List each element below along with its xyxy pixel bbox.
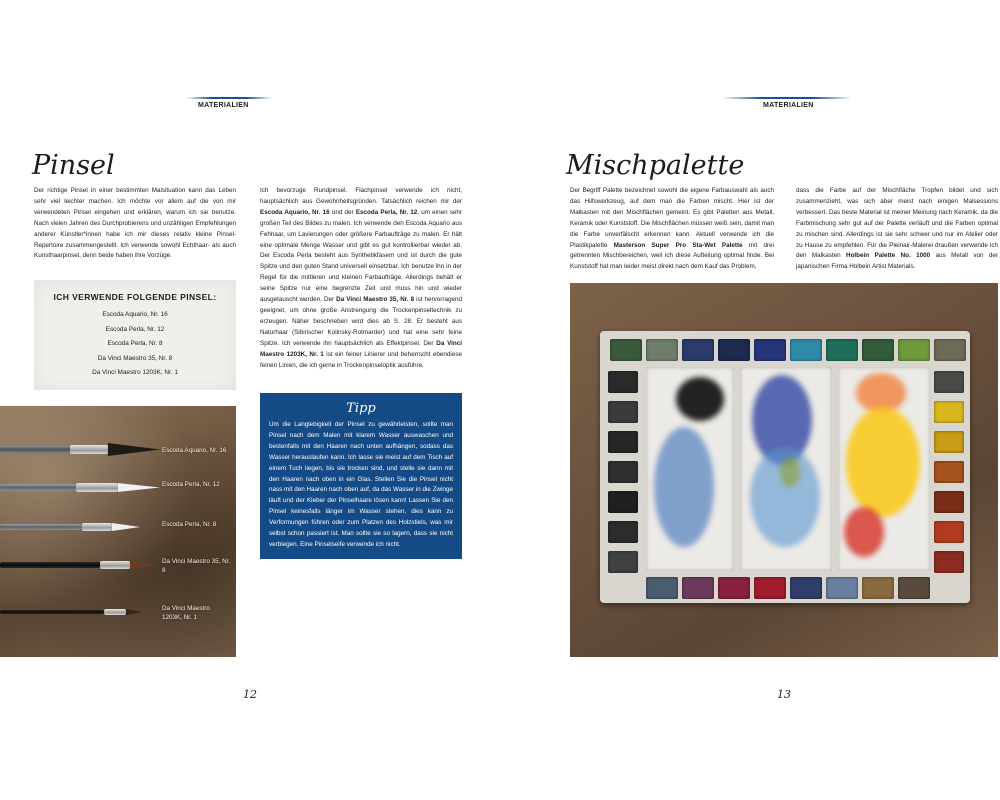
brush-label: Da Vinci Maestro 35, Nr. 8	[162, 558, 231, 574]
brush-name: Escoda Aquario, Nr. 16	[260, 208, 330, 216]
brush-list-title: ICH VERWENDE FOLGENDE PINSEL:	[53, 292, 217, 302]
paint-well	[898, 577, 930, 599]
paint-well	[718, 577, 750, 599]
list-item: Da Vinci Maestro 1203K, Nr. 1	[92, 369, 178, 376]
brush-name: Escoda Perla, Nr. 12	[355, 208, 418, 216]
brush-ferrule	[82, 523, 112, 531]
brush-ferrule	[76, 483, 118, 492]
brush-tip	[108, 443, 160, 456]
paint-well	[862, 577, 894, 599]
paint-well	[934, 521, 964, 543]
page-title: Pinsel	[32, 150, 115, 181]
paint-well	[790, 577, 822, 599]
text-run: und der	[329, 208, 356, 216]
brush-ferrule	[100, 561, 130, 569]
paint-well	[608, 431, 638, 453]
paint-well	[608, 461, 638, 483]
mixing-area	[740, 367, 832, 571]
list-item: Escoda Perla, Nr. 8	[107, 340, 163, 347]
text-run: dass die Farbe auf der Mischfläche Tropfen bildet und sich zusammenzieht, was sich aber meist nach einigen Malsessions verbessert. Das beste Material ist meiner Meinung nach Keramik, da die Farbmischung sehr gut auf der Palette verläuft und die Farben optimal zu mischen sind. Allerdings ist sie sehr schwer und nur im Atelier oder zu Hause zu empfehlen. Für die Pleinair-Malerei draußen verwende ich den Malkasten	[796, 187, 998, 260]
palette-paragraph	[570, 186, 774, 273]
brush-tip	[112, 523, 140, 531]
paint-well	[608, 551, 638, 573]
paint-blob	[676, 377, 724, 421]
page-number: 13	[777, 688, 791, 701]
paint-well	[934, 551, 964, 573]
brush-handle	[0, 524, 82, 530]
tip-box	[260, 393, 462, 559]
brush-handle	[0, 484, 76, 491]
paint-well	[754, 577, 786, 599]
brush-label: Escoda Perla, Nr. 8	[162, 521, 217, 528]
header-rule	[186, 97, 272, 99]
paint-well	[608, 371, 638, 393]
brush-list-box	[34, 280, 236, 390]
paint-well	[862, 339, 894, 361]
brush-label: Escoda Aquario, Nr. 16	[162, 447, 227, 454]
brush-description	[260, 186, 462, 371]
paint-well	[608, 521, 638, 543]
page-title: Mischpalette	[566, 150, 745, 181]
paint-blob	[780, 457, 800, 487]
paint-well	[646, 339, 678, 361]
brush-name: Da Vinci Maestro 1203K, Nr. 1	[260, 339, 462, 358]
paint-well	[934, 431, 964, 453]
paint-well	[718, 339, 750, 361]
palette-tray	[600, 331, 970, 603]
brush-ferrule	[104, 609, 126, 615]
paint-well	[608, 491, 638, 513]
product-name: Masterson Super Pro Sta-Wet Palette	[613, 241, 743, 249]
list-item: Escoda Aquario, Nr. 16	[102, 311, 168, 318]
brush-handle	[0, 562, 100, 568]
brush-tip	[130, 561, 156, 569]
brush-handle	[0, 446, 70, 453]
section-header: MATERIALIEN	[198, 102, 249, 109]
brush-tip	[126, 609, 142, 615]
product-name: Holbein Palette No. 1000	[846, 252, 931, 260]
paint-well	[754, 339, 786, 361]
paint-well	[826, 577, 858, 599]
paint-well	[934, 461, 964, 483]
text-run: mit drei getrennten Mischbereichen, weil ich diese Aufteilung optimal finde. Bei Kunststoff hat man leider meist direkt nach dem Kauf das Problem,	[570, 241, 774, 271]
paint-well	[608, 401, 638, 423]
text-run: , um einen sehr großen Teil des Bildes zu malen. Ich verwende den Escoda Aquario aus Fehhaar, um Lavierungen oder größere Farbaufträge zu malen. Er hält eine optimale Menge Wasser und gibt es gut kontrollierbar wieder ab. Der Escoda Perla besteht aus Synthetikfasern und ist durch die gute Spitze und den guten Stand universell einsetzbar. Ich benutze ihn in der Regel für die mittleren und kleinen Farbaufträge. Allerdings behält er seine Spitze nur eine begrenzte Zeit und muss hin und wieder ausgetauscht werden. Der	[260, 208, 463, 304]
intro-paragraph: Der richtige Pinsel in einer bestimmten Malsituation kann das Leben sehr viel leichter machen. Ich möchte vor allem auf die von mir verwendeten Pinsel eingehen und erklären, warum ich sie benutze. Nach vielen Jahren des Durchprobierens und unzähligen Empfehlungen anderer Künstler*innen habe ich mir dieses relativ kleine Pinsel-Repertoire zusammengestellt. Ich verwende sowohl Echthaar- als auch Kunsthaarpinsel, denn beide haben ihre Vorzüge.	[34, 187, 236, 260]
brush-ferrule	[70, 445, 108, 454]
page-number: 12	[243, 688, 257, 701]
brush-name: Da Vinci Maestro 35, Nr. 8	[336, 296, 415, 304]
brush-list	[34, 308, 236, 381]
paint-well	[934, 339, 966, 361]
paint-well	[898, 339, 930, 361]
brush-label: Escoda Perla, Nr. 12	[162, 481, 220, 488]
text-run: ist hervorragend geeignet, um ohne große Anstrengung die Trockenpinseltechnik zu erzeugen. Näher beschrieben wird dies ab S. 28. Er besteht aus Naturhaar (Sibirischer Kolinsky-Rotmarder) und hat eine sehr feine Spitze. Ich verwende ihn hauptsächlich als Effektpinsel. Der	[260, 296, 462, 347]
paint-well	[646, 577, 678, 599]
text-run: aus Metall von der japanischen Firma Holbein Artist Materials.	[796, 252, 998, 271]
paint-well	[934, 401, 964, 423]
brushes-photo	[0, 406, 236, 657]
paint-blob	[844, 507, 884, 557]
palette-photo	[570, 283, 998, 657]
mixing-area	[646, 367, 734, 571]
tip-text: Um die Langlebigkeit der Pinsel zu gewährleisten, sollte man Pinsel nach dem Malen mit klarem Wasser auswaschen und bestenfalls mit den Haaren nach unten aufhängen, sodass das Wasser herauslaufen kann. Ich lasse sie meist auf dem Tisch auf einem Tuch liegen, bis sie trocken sind, und stelle sie dann mit den Haaren nach oben in ein Glas. Stellen Sie die Pinsel nicht nass mit den Haaren nach oben auf, da das Wasser in die Zwinge läuft und der Kleber der Pinselhaare lösen kann! Lassen Sie den Pinsel keinesfalls länger im Wasser stehen, dies kann zu Verformungen führen oder zum Platzen des Holzstiels, was mir selbst schon passiert ist. Man sollte sie so lagern, dass sie nicht verbiegen. Eine Pinselseife verwende ich nicht.	[269, 421, 453, 548]
paint-well	[934, 371, 964, 393]
list-item: Da Vinci Maestro 35, Nr. 8	[97, 354, 173, 362]
paint-blob	[846, 407, 920, 517]
text-run: ist ein feiner Linierer und beherrscht ebendiese feinen Linien, die ich gerne in Trockenpinseloptik ausführe.	[260, 350, 462, 369]
header-rule	[722, 97, 852, 99]
mixing-area	[838, 367, 930, 571]
list-item: Escoda Perla, Nr. 12	[105, 325, 165, 333]
paint-well	[682, 577, 714, 599]
paint-blob	[654, 427, 714, 547]
paint-well	[826, 339, 858, 361]
tip-title: Tipp	[346, 401, 376, 416]
paint-well	[610, 339, 642, 361]
section-header: MATERIALIEN	[763, 102, 814, 109]
paint-well	[790, 339, 822, 361]
brush-label: Da Vinci Maestro 1203K, Nr. 1	[162, 605, 210, 621]
text-run: Der Begriff Palette bezeichnet sowohl die eigene Farbauswahl als auch das Hilfswerkzeug, auf dem man die Farben mischt. Hier ist der Malkasten mit den Mischflächen gemeint. Es gibt Paletten aus Metall, Keramik oder Kunststoff. Die Mischflächen müssen weiß sein, damit man die Farbe unverfälscht erkennen kann. Aktuell verwende ich die Plastikpalette	[570, 187, 774, 249]
text-run: Ich bevorzuge Rundpinsel. Flachpinsel verwende ich nicht, hauptsächlich aus Gewohnheitsgründen. Tatsächlich reichen mir der	[260, 187, 462, 205]
palette-paragraph-continued	[796, 186, 998, 273]
paint-well	[934, 491, 964, 513]
paint-well	[682, 339, 714, 361]
brush-handle	[0, 610, 104, 614]
brush-tip	[118, 483, 160, 492]
